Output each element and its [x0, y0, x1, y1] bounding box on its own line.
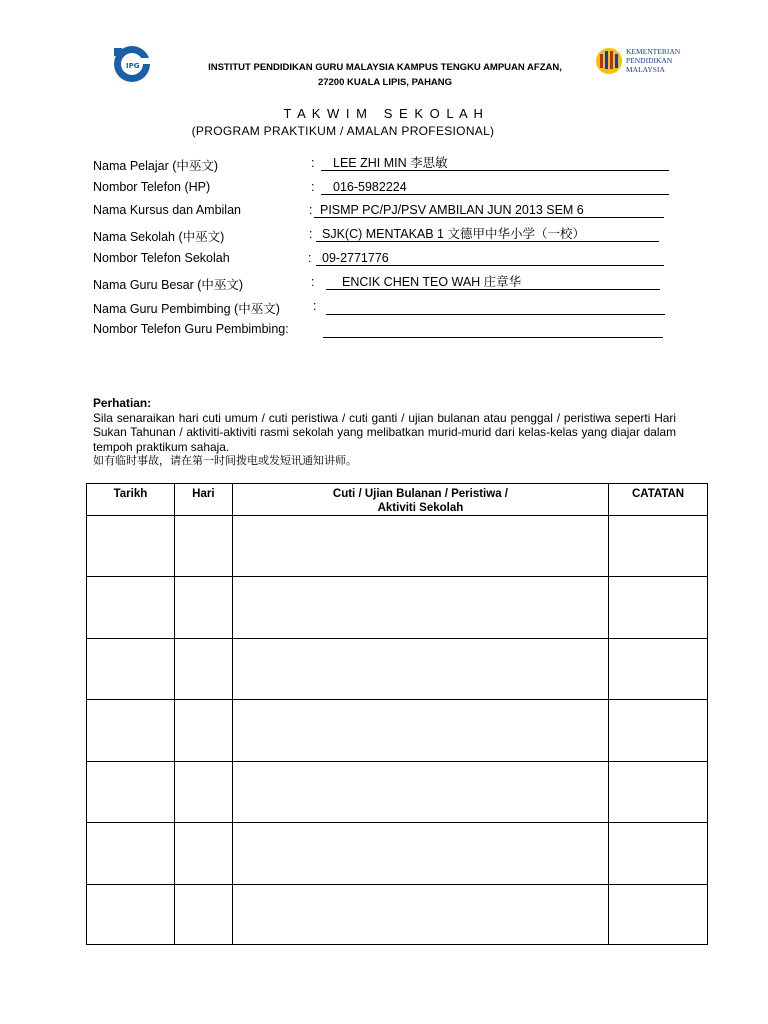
field-label-guru-pembimbing: Nama Guru Pembimbing (中巫文)	[93, 302, 280, 316]
table-row	[87, 639, 708, 700]
ipg-logo-text: IPG	[126, 62, 140, 70]
table-row	[87, 516, 708, 577]
field-value-telefon-guru-pembimbing[interactable]	[323, 322, 663, 338]
field-colon: :	[308, 251, 312, 265]
table-row	[87, 700, 708, 762]
cell-catatan[interactable]	[609, 700, 708, 762]
cell-aktiviti[interactable]	[232, 700, 608, 762]
cell-catatan[interactable]	[609, 823, 708, 885]
field-colon: :	[311, 180, 315, 194]
cell-hari[interactable]	[174, 762, 232, 823]
cell-aktiviti[interactable]	[232, 516, 608, 577]
note-section	[93, 396, 676, 469]
cell-tarikh[interactable]	[87, 516, 175, 577]
kpm-logo-text-3: MALAYSIA	[626, 65, 665, 74]
field-label-nama-pelajar: Nama Pelajar (中巫文)	[93, 159, 219, 173]
cell-tarikh[interactable]	[87, 762, 175, 823]
cell-hari[interactable]	[174, 639, 232, 700]
calendar-table	[86, 483, 708, 945]
table-row	[87, 885, 708, 945]
field-label-kursus: Nama Kursus dan Ambilan	[93, 203, 241, 217]
institution-header	[150, 60, 620, 90]
cell-tarikh[interactable]	[87, 577, 175, 639]
cell-aktiviti[interactable]	[232, 762, 608, 823]
field-value-telefon-sekolah[interactable]: 09-2771776	[316, 251, 664, 266]
field-colon: :	[309, 227, 313, 241]
field-colon: :	[311, 275, 315, 289]
field-value-guru-pembimbing[interactable]	[326, 299, 665, 315]
table-row	[87, 577, 708, 639]
cell-tarikh[interactable]	[87, 639, 175, 700]
table-row	[87, 823, 708, 885]
cell-hari[interactable]	[174, 885, 232, 945]
field-value-nama-pelajar[interactable]: LEE ZHI MIN 李思敏	[321, 156, 669, 171]
field-label-telefon-sekolah: Nombor Telefon Sekolah	[93, 251, 230, 265]
field-label-telefon-hp: Nombor Telefon (HP)	[93, 180, 211, 194]
cell-catatan[interactable]	[609, 762, 708, 823]
note-body: Sila senaraikan hari cuti umum / cuti peristiwa / cuti ganti / ujian bulanan atau penggal / peristiwa seperti Hari Sukan Tahunan / aktiviti-aktiviti rasmi sekolah yang melibatkan murid-murid dari kelas-kelas yang diajar dalam tempoh praktikum sahaja.	[93, 410, 676, 454]
field-value-guru-besar[interactable]: ENCIK CHEN TEO WAH 庄章华	[326, 275, 660, 290]
header-aktiviti-line1: Cuti / Ujian Bulanan / Peristiwa /	[332, 488, 508, 500]
header-hari: Hari	[174, 484, 232, 516]
page-subtitle: (PROGRAM PRAKTIKUM / AMALAN PROFESIONAL)	[191, 124, 495, 138]
cell-tarikh[interactable]	[87, 823, 175, 885]
cell-aktiviti[interactable]	[232, 885, 608, 945]
field-label-nama-sekolah: Nama Sekolah (中巫文)	[93, 230, 225, 244]
field-colon: :	[313, 299, 317, 313]
ipg-logo	[112, 44, 152, 84]
cell-hari[interactable]	[174, 577, 232, 639]
cell-catatan[interactable]	[609, 885, 708, 945]
institution-address: 27200 KUALA LIPIS, PAHANG	[317, 77, 453, 88]
note-chinese: 如有临时事故，请在第一时间拨电或发短讯通知讲师。	[93, 454, 357, 467]
cell-catatan[interactable]	[609, 639, 708, 700]
table-header-row	[87, 484, 708, 516]
kpm-logo-text-1: KEMENTERIAN	[626, 47, 681, 56]
institution-name: INSTITUT PENDIDIKAN GURU MALAYSIA KAMPUS TENGKU AMPUAN AFZAN,	[208, 62, 562, 73]
header-aktiviti	[232, 484, 608, 516]
field-value-kursus[interactable]: PISMP PC/PJ/PSV AMBILAN JUN 2013 SEM 6	[314, 203, 664, 218]
field-value-telefon-hp[interactable]: 016-5982224	[321, 180, 669, 195]
note-heading: Perhatian:	[93, 396, 152, 410]
cell-hari[interactable]	[174, 823, 232, 885]
cell-hari[interactable]	[174, 516, 232, 577]
page-title: T A K W I M S E K O L A H	[283, 106, 485, 121]
cell-tarikh[interactable]	[87, 700, 175, 762]
header-catatan: CATATAN	[609, 484, 708, 516]
header-tarikh: Tarikh	[87, 484, 175, 516]
table-row	[87, 762, 708, 823]
cell-catatan[interactable]	[609, 516, 708, 577]
field-colon: :	[309, 203, 313, 217]
field-label-guru-besar: Nama Guru Besar (中巫文)	[93, 278, 244, 292]
cell-aktiviti[interactable]	[232, 823, 608, 885]
cell-aktiviti[interactable]	[232, 639, 608, 700]
field-value-nama-sekolah[interactable]: SJK(C) MENTAKAB 1 文德甲中华小学（一校）	[316, 227, 659, 242]
field-label-telefon-guru-pembimbing: Nombor Telefon Guru Pembimbing:	[93, 322, 289, 336]
header-aktiviti-line2: Aktiviti Sekolah	[377, 502, 464, 514]
field-colon: :	[311, 156, 315, 170]
cell-tarikh[interactable]	[87, 885, 175, 945]
cell-aktiviti[interactable]	[232, 577, 608, 639]
kpm-logo-text-2: PENDIDIKAN	[626, 56, 673, 65]
cell-hari[interactable]	[174, 700, 232, 762]
cell-catatan[interactable]	[609, 577, 708, 639]
